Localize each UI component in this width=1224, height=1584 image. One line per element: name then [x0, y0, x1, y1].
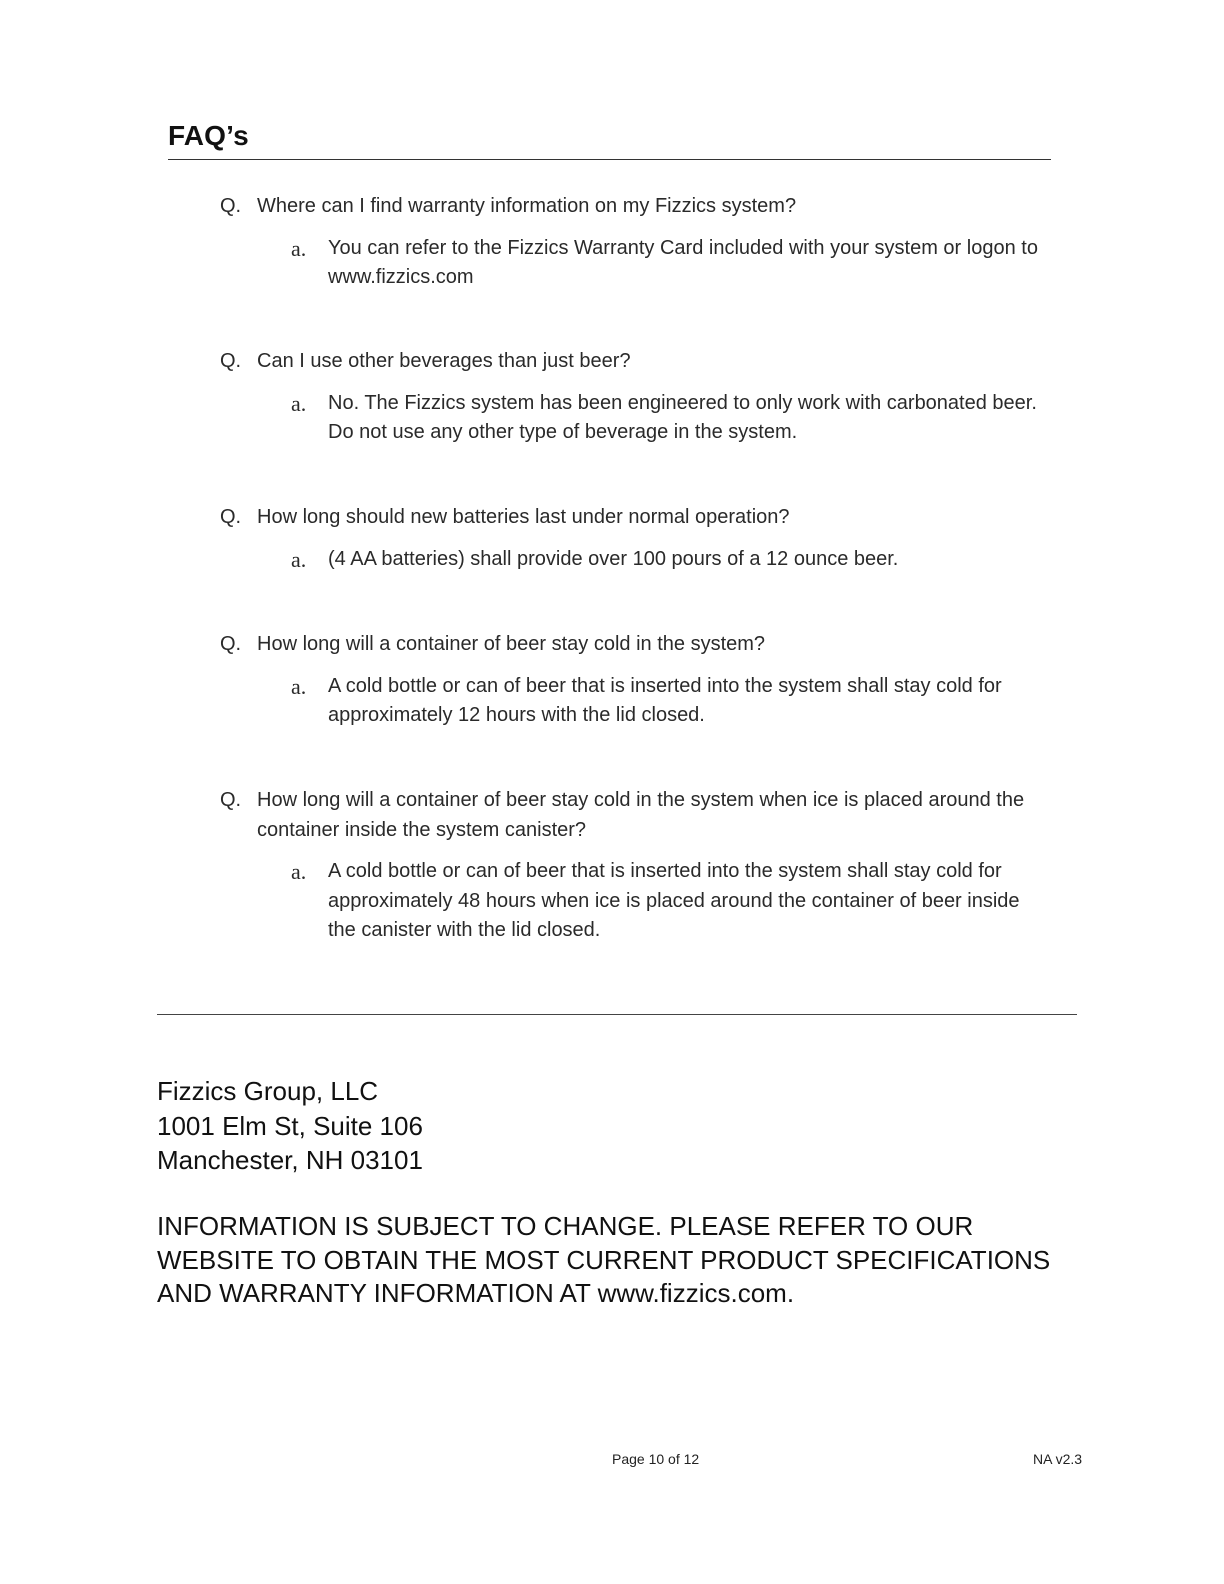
- question-marker: Q.: [220, 195, 242, 217]
- faq-question: [220, 630, 1050, 660]
- section-divider: [157, 1014, 1077, 1015]
- faq-answer: [291, 857, 1050, 946]
- answer-marker: a.: [291, 546, 307, 572]
- faq-answer: [291, 234, 1050, 293]
- answer-text: No. The Fizzics system has been engineered to only work with carbonated beer. Do not use any other type of beverage in the system.: [328, 391, 1037, 443]
- faq-answer: [291, 672, 1050, 731]
- answer-marker: a.: [291, 673, 307, 699]
- question-text: How long should new batteries last under normal operation?: [257, 506, 790, 528]
- question-marker: Q.: [220, 506, 242, 528]
- title-divider: [168, 159, 1051, 160]
- question-marker: Q.: [220, 789, 242, 811]
- question-text: Where can I find warranty information on my Fizzics system?: [257, 195, 797, 217]
- city-state-zip: Manchester, NH 03101: [157, 1145, 423, 1175]
- question-marker: Q.: [220, 350, 242, 372]
- street-address: 1001 Elm St, Suite 106: [157, 1110, 423, 1141]
- change-notice: INFORMATION IS SUBJECT TO CHANGE. PLEASE REFER TO OUR WEBSITE TO OBTAIN THE MOST CURRENT PRODUCT SPECIFICATIONS AND WARRANTY INFORMATION AT www.fizzics.com.: [157, 1211, 1051, 1308]
- faq-item: [220, 503, 1050, 574]
- answer-text: (4 AA batteries) shall provide over 100 pours of a 12 ounce beer.: [328, 547, 899, 570]
- answer-text: You can refer to the Fizzics Warranty Card included with your system or logon to www.fizzics.com: [328, 236, 1038, 288]
- company-name: Fizzics Group, LLC: [157, 1076, 379, 1106]
- faq-answer: [291, 389, 1050, 448]
- company-address: [157, 1074, 423, 1178]
- faq-item: [220, 347, 1050, 448]
- version-label: NA v2.3: [1033, 1451, 1083, 1467]
- page-title: FAQ’s: [168, 120, 249, 151]
- faq-question: [220, 503, 1050, 533]
- answer-text: A cold bottle or can of beer that is inserted into the system shall stay cold for approximately 48 hours when ice is placed around the container of beer inside the canister with the lid closed.: [328, 860, 1020, 941]
- faq-question: [220, 347, 1050, 377]
- answer-text: A cold bottle or can of beer that is inserted into the system shall stay cold for approximately 12 hours with the lid closed.: [328, 674, 1002, 726]
- answer-marker: a.: [291, 390, 307, 416]
- answer-marker: a.: [291, 859, 307, 884]
- faq-item: [220, 630, 1050, 731]
- question-text: Can I use other beverages than just beer?: [257, 350, 631, 372]
- faq-question: [220, 192, 1050, 222]
- faq-item: [220, 786, 1050, 946]
- faq-question: [220, 786, 1050, 845]
- faq-answer: [291, 545, 1050, 575]
- faq-item: [220, 192, 1050, 293]
- page-number: Page 10 of 12: [612, 1451, 700, 1467]
- question-text: How long will a container of beer stay cold in the system when ice is placed around the container inside the system canister?: [257, 789, 1025, 841]
- answer-marker: a.: [291, 235, 307, 261]
- question-text: How long will a container of beer stay cold in the system?: [257, 633, 766, 655]
- question-marker: Q.: [220, 633, 242, 655]
